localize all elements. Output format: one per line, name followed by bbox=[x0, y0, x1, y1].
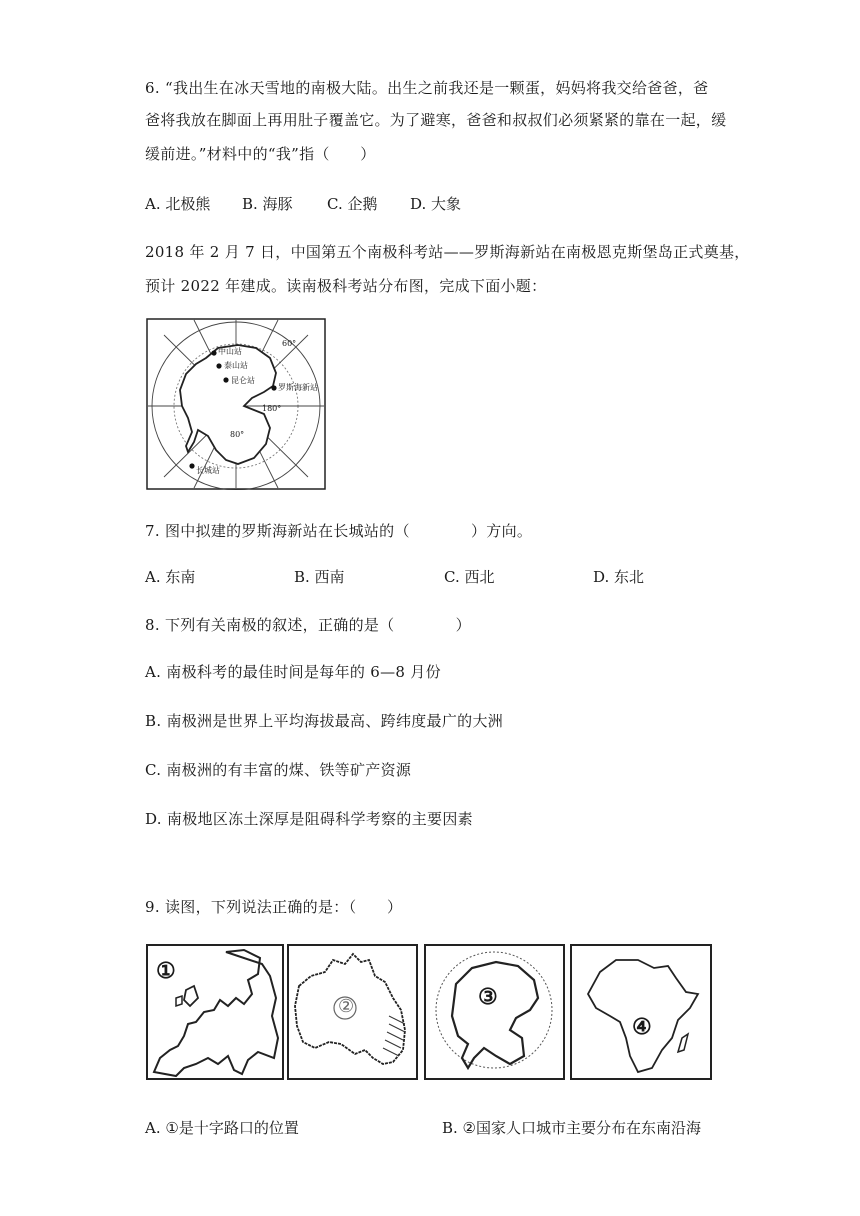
q8-stem: 8. 下列有关南极的叙述，正确的是（ ） bbox=[145, 616, 471, 634]
longitude-label-60: 60° bbox=[282, 339, 297, 348]
station-label-ross-sea: 罗斯海新站 bbox=[278, 383, 318, 392]
q8-option-a: A. 南极科考的最佳时间是每年的 6—8 月份 bbox=[145, 663, 441, 681]
q8-option-b: B. 南极洲是世界上平均海拔最高、跨纬度最广的大洲 bbox=[145, 712, 504, 730]
panel-europe bbox=[146, 944, 284, 1080]
panel-africa bbox=[570, 944, 712, 1080]
panel-3-marker: ③ bbox=[478, 984, 498, 1010]
q6-option-b: B. 海豚 bbox=[242, 195, 293, 213]
q9-option-a: A. ①是十字路口的位置 bbox=[145, 1119, 299, 1137]
station-label-great-wall: 长城站 bbox=[196, 466, 220, 475]
station-label-taishan: 泰山站 bbox=[224, 361, 248, 370]
q6-option-d: D. 大象 bbox=[410, 195, 462, 213]
q7-option-d: D. 东北 bbox=[593, 568, 645, 586]
q9-stem: 9. 读图，下列说法正确的是：（ ） bbox=[145, 898, 403, 916]
q6-stem-line-2: 爸将我放在脚面上再用肚子覆盖它。为了避寒，爸爸和叔叔们必须紧紧的靠在一起，缓 bbox=[145, 111, 727, 129]
q9-map-panels bbox=[146, 944, 712, 1084]
panel-1-marker: ① bbox=[156, 958, 176, 984]
q7-option-a: A. 东南 bbox=[145, 568, 196, 586]
panel-australia bbox=[287, 944, 418, 1080]
panel-2-marker: ② bbox=[338, 996, 355, 1017]
q7-option-b: B. 西南 bbox=[294, 568, 345, 586]
q9-option-b: B. ②国家人口城市主要分布在东南沿海 bbox=[442, 1119, 702, 1137]
station-label-kunlun: 昆仑站 bbox=[231, 376, 255, 385]
latitude-label-80: 80° bbox=[230, 430, 245, 439]
q8-option-d: D. 南极地区冻土深厚是阻碍科学考察的主要因素 bbox=[145, 810, 473, 828]
q7-stem: 7. 图中拟建的罗斯海新站在长城站的（ ）方向。 bbox=[145, 522, 533, 540]
q8-option-c: C. 南极洲的有丰富的煤、铁等矿产资源 bbox=[145, 761, 412, 779]
panel-antarctica bbox=[424, 944, 565, 1080]
q7-option-c: C. 西北 bbox=[444, 568, 495, 586]
antarctic-station-map bbox=[146, 318, 326, 490]
q6-stem-line-1: 6. “我出生在冰天雪地的南极大陆。出生之前我还是一颗蛋，妈妈将我交给爸爸，爸 bbox=[145, 79, 709, 97]
panel-4-marker: ④ bbox=[632, 1014, 652, 1040]
q6-option-a: A. 北极熊 bbox=[145, 195, 211, 213]
longitude-label-180: 180° bbox=[262, 404, 282, 413]
station-label-zhongshan: 中山站 bbox=[218, 347, 242, 356]
q6-stem-line-3: 缓前进。”材料中的“我”指（ ） bbox=[145, 145, 376, 163]
intro-line-1: 2018 年 2 月 7 日，中国第五个南极科考站——罗斯海新站在南极恩克斯堡岛正式奠基， bbox=[145, 243, 750, 261]
q6-option-c: C. 企鹅 bbox=[327, 195, 378, 213]
intro-line-2: 预计 2022 年建成。读南极科考站分布图，完成下面小题： bbox=[145, 277, 547, 295]
